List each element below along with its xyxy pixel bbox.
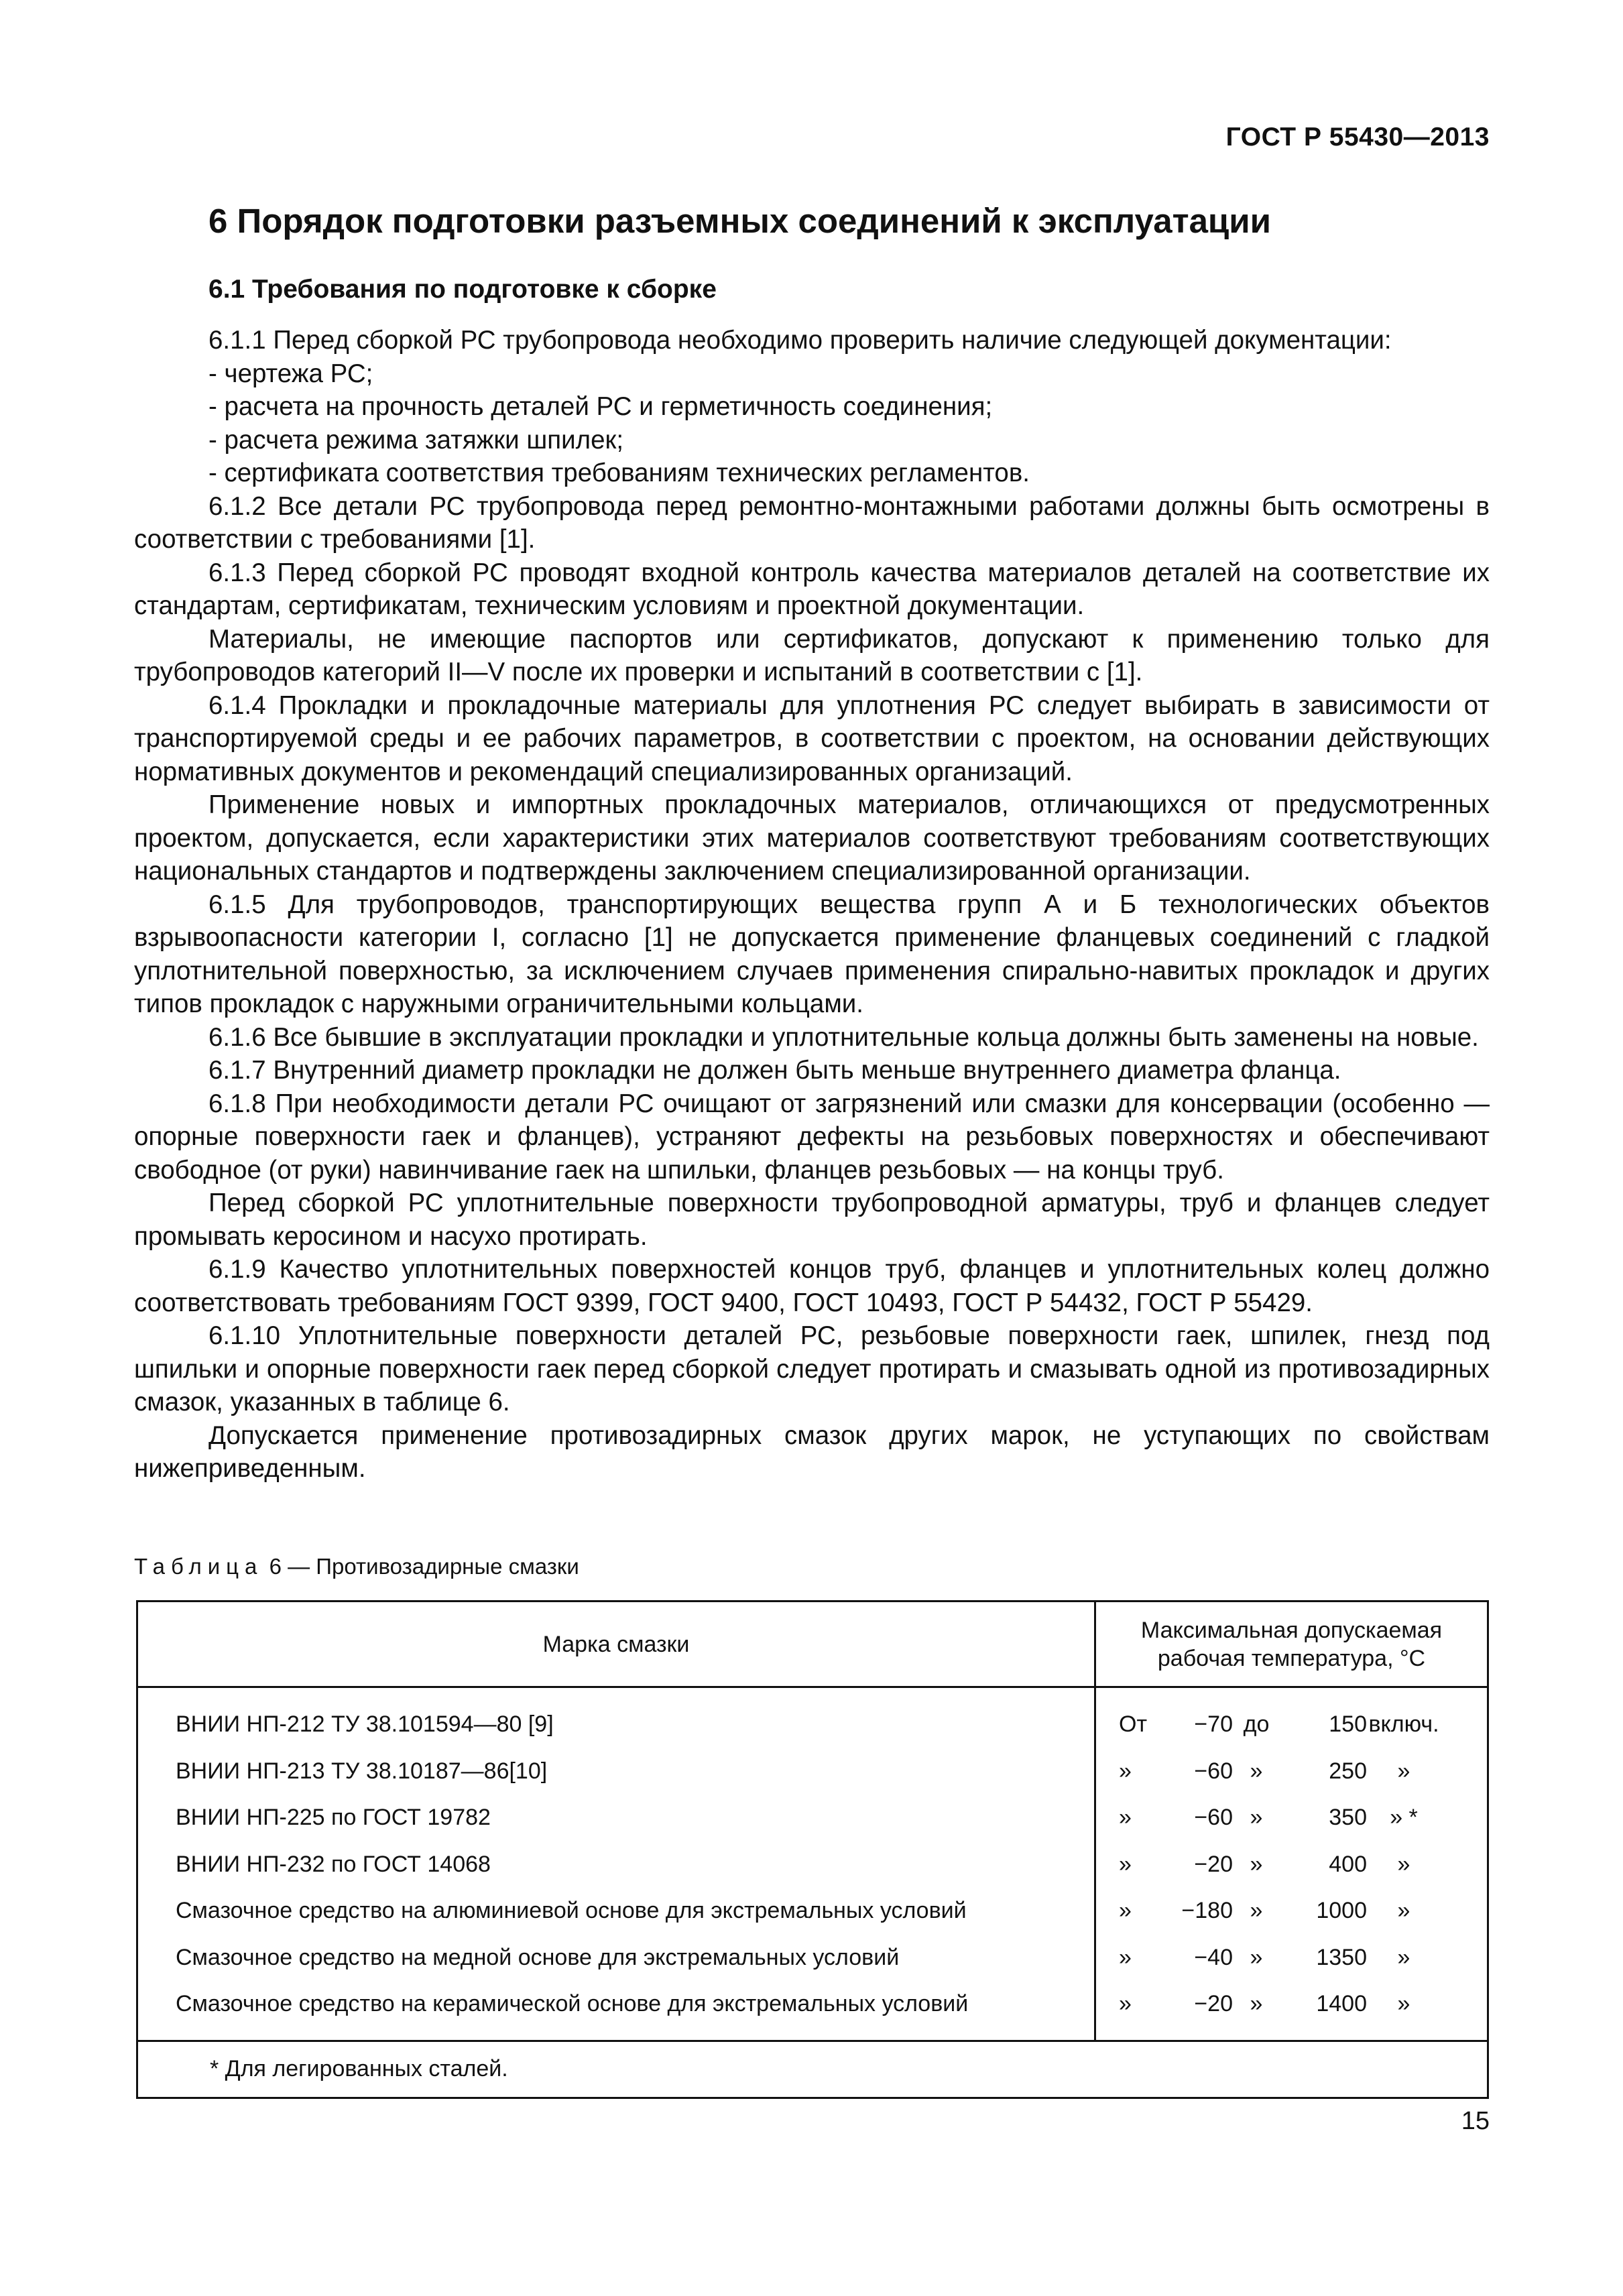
temp-max: 350 — [1329, 1805, 1367, 1831]
list-item: - расчета режима затяжки шпилек; — [208, 425, 624, 455]
paragraph: 6.1.10 Уплотнительные поверхности деталей РС, резьбовые поверхности гаек, шпилек, гнезд под шпильки и опорные поверхности гаек перед сборкой следует протирать и смазывать одной из противозадирных смазок, указанных в таблице 6. — [134, 1321, 1490, 1416]
document-code: ГОСТ Р 55430—2013 — [1225, 123, 1490, 152]
temperature-cell — [1095, 1687, 1488, 1748]
table-caption — [134, 1554, 579, 1579]
page-number: 15 — [1461, 2107, 1490, 2135]
temp-min: −70 — [1194, 1711, 1233, 1738]
paragraph: 6.1.8 При необходимости детали РС очищают от загрязнений или смазки для консервации (особенно — опорные поверхности гаек и фланцев), устраняют дефекты на резьбовых поверхностях и обеспечивают свободное (от руки) навинчивание гаек на шпильки, фланцев резьбовых — на концы труб. — [134, 1089, 1490, 1185]
paragraph: 6.1.6 Все бывшие в эксплуатации прокладки и уплотнительные кольца должны быть заменены на новые. — [208, 1022, 1479, 1052]
paragraph: Применение новых и импортных прокладочных материалов, отличающихся от предусмотренных проектом, допускается, если характеристики этих материалов соответствуют требованиям соответствующих национальных стандартов и подтверждены заключением специализированной организации. — [134, 790, 1490, 886]
temp-max: 250 — [1329, 1758, 1367, 1784]
grade-cell: Смазочное средство на алюминиевой основе для экстремальных условий — [137, 1888, 1095, 1935]
column-header-temperature — [1095, 1602, 1488, 1687]
temp-suffix: включ. — [1368, 1711, 1439, 1738]
paragraph: Допускается применение противозадирных смазок других марок, не уступающих по свойствам нижеприведенным. — [134, 1421, 1490, 1483]
section-title: 6 Порядок подготовки разъемных соединений к эксплуатации — [208, 202, 1271, 240]
temp-prefix: » — [1119, 1851, 1132, 1877]
temp-min: −40 — [1194, 1944, 1233, 1970]
paragraph: 6.1.4 Прокладки и прокладочные материалы для уплотнения РС следует выбирать в зависимости от транспортируемой среды и ее рабочих параметров, в соответствии с проектом, на основании действующих нормативных документов и рекомендаций специализированных организаций. — [134, 690, 1490, 786]
grade-cell: ВНИИ НП-212 ТУ 38.101594—80 [9] — [137, 1687, 1095, 1748]
temp-separator: до — [1243, 1711, 1270, 1738]
list-item: - сертификата соответствия требованиям технических регламентов. — [208, 459, 1030, 487]
table-row — [137, 1888, 1488, 1935]
paragraph: 6.1.2 Все детали РС трубопровода перед ремонтно-монтажными работами должны быть осмотрены в соответствии с требованиями [1]. — [134, 491, 1490, 554]
grade-cell: Смазочное средство на медной основе для экстремальных условий — [137, 1935, 1095, 1982]
column-header-temperature-line2: рабочая температура, °С — [1157, 1645, 1426, 1671]
temp-min: −60 — [1194, 1758, 1233, 1784]
paragraph: 6.1.9 Качество уплотнительных поверхностей концов труб, фланцев и уплотнительных колец должно соответствовать требованиям ГОСТ 9399, ГОСТ 9400, ГОСТ 10493, ГОСТ Р 54432, ГОСТ Р 55429. — [134, 1255, 1490, 1317]
temp-prefix: » — [1119, 1944, 1132, 1970]
paragraph: Перед сборкой РС уплотнительные поверхности трубопроводной арматуры, труб и фланцев следует промывать керосином и насухо протирать. — [134, 1189, 1490, 1251]
temp-min: −20 — [1194, 1991, 1233, 2017]
temp-prefix: » — [1119, 1805, 1132, 1831]
table-footnote-row — [137, 2041, 1488, 2098]
column-header-grade: Марка смазки — [137, 1602, 1095, 1687]
temp-suffix: » — [1397, 1758, 1410, 1784]
temp-suffix: » — [1397, 1898, 1410, 1924]
temp-separator: » — [1250, 1805, 1263, 1831]
paragraph: 6.1.1 Перед сборкой РС трубопровода необходимо проверить наличие следующей документации: — [208, 326, 1392, 355]
temp-separator: » — [1250, 1851, 1263, 1877]
temp-separator: » — [1250, 1898, 1263, 1924]
paragraph: 6.1.7 Внутренний диаметр прокладки не должен быть меньше внутреннего диаметра фланца. — [208, 1056, 1341, 1085]
temperature-cell — [1095, 1748, 1488, 1795]
grade-cell: Смазочное средство на керамической основе для экстремальных условий — [137, 1981, 1095, 2041]
table-footnote: * Для легированных сталей. — [137, 2041, 1488, 2098]
temperature-cell — [1095, 1841, 1488, 1888]
table-row — [137, 1935, 1488, 1982]
temperature-cell — [1095, 1981, 1488, 2041]
temp-max: 1400 — [1316, 1991, 1367, 2017]
temp-max: 400 — [1329, 1851, 1367, 1877]
temp-min: −20 — [1194, 1851, 1233, 1877]
temp-suffix: » — [1397, 1851, 1410, 1877]
temp-prefix: » — [1119, 1991, 1132, 2017]
grade-cell: ВНИИ НП-225 по ГОСТ 19782 — [137, 1795, 1095, 1841]
paragraph: 6.1.3 Перед сборкой РС проводят входной контроль качества материалов деталей на соответствие их стандартам, сертификатам, техническим условиям и проектной документации. — [134, 558, 1490, 620]
temp-separator: » — [1250, 1944, 1263, 1970]
temp-separator: » — [1250, 1758, 1263, 1784]
temperature-cell — [1095, 1888, 1488, 1935]
temp-max: 1000 — [1316, 1898, 1367, 1924]
table-row — [137, 1841, 1488, 1888]
temp-suffix: » * — [1390, 1805, 1418, 1831]
temp-prefix: » — [1119, 1898, 1132, 1924]
table-row — [137, 1981, 1488, 2041]
body-text — [134, 324, 1490, 1486]
table-header-row — [137, 1602, 1488, 1687]
subsection-title: 6.1 Требования по подготовке к сборке — [208, 275, 717, 304]
list-item: - расчета на прочность деталей РС и герметичность соединения; — [208, 392, 993, 421]
temp-max: 150 — [1329, 1711, 1367, 1738]
temperature-cell — [1095, 1935, 1488, 1982]
table-row — [137, 1748, 1488, 1795]
table-caption-label: Таблица — [134, 1554, 263, 1579]
temp-separator: » — [1250, 1991, 1263, 2017]
temp-min: −60 — [1194, 1805, 1233, 1831]
temp-prefix: » — [1119, 1758, 1132, 1784]
temp-prefix: От — [1119, 1711, 1148, 1738]
table-caption-text: 6 — Противозадирные смазки — [269, 1554, 579, 1579]
paragraph: 6.1.5 Для трубопроводов, транспортирующих вещества групп А и Б технологических объектов взрывоопасности категории I, согласно [1] не допускается применение фланцевых соединений с гладкой уплотнительной поверхностью, за исключением случаев применения спирально-навитых прокладок и других типов прокладок с наружными ограничительными кольцами. — [134, 890, 1490, 1018]
grade-cell: ВНИИ НП-232 по ГОСТ 14068 — [137, 1841, 1095, 1888]
temp-max: 1350 — [1316, 1944, 1367, 1970]
paragraph: Материалы, не имеющие паспортов или сертификатов, допускают к применению только для трубопроводов категорий II—V после их проверки и испытаний в соответствии с [1]. — [134, 624, 1490, 686]
list-item: - чертежа РС; — [208, 359, 373, 388]
grade-cell: ВНИИ НП-213 ТУ 38.10187—86[10] — [137, 1748, 1095, 1795]
table-row — [137, 1795, 1488, 1841]
table-body — [137, 1687, 1488, 2041]
column-header-temperature-line1: Максимальная допускаемая — [1140, 1617, 1443, 1643]
lubricants-table — [136, 1600, 1489, 2099]
temperature-cell — [1095, 1795, 1488, 1841]
temp-suffix: » — [1397, 1944, 1410, 1970]
temp-min: −180 — [1181, 1898, 1233, 1924]
temp-suffix: » — [1397, 1991, 1410, 2017]
table-row — [137, 1687, 1488, 1748]
